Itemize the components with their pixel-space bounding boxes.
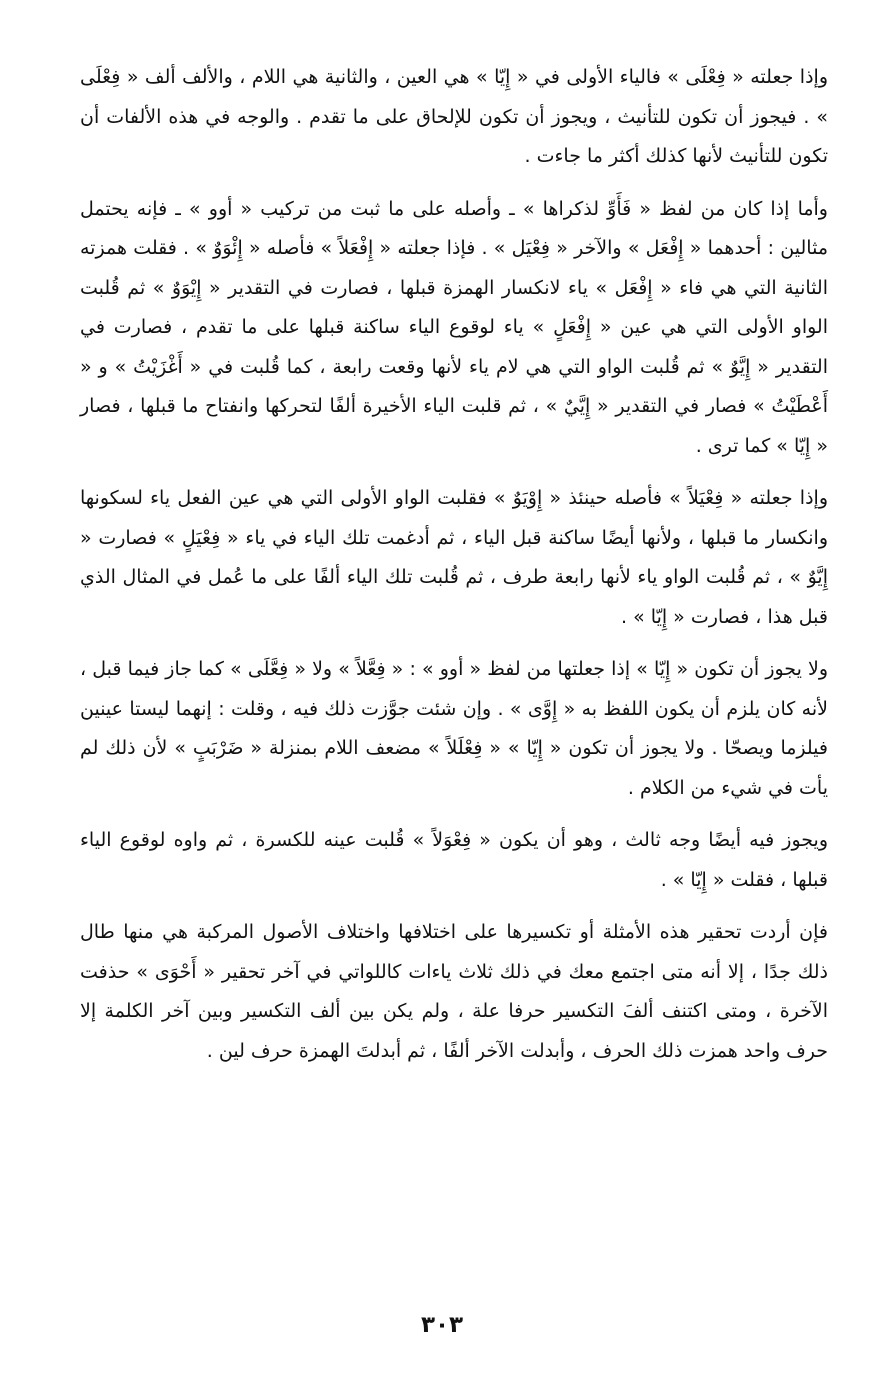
paragraph-1: وإذا جعلته « فِعْلَى » فالياء الأولى في « إِيّا » هي العين ، والثانية هي اللام ، والألف ألف « فِعْلَى » . فيجوز أن تكون للتأنيث ، ويجوز أن تكون للإلحاق على ما تقدم . والوجه في هذه الألفات أن تكون للتأنيث لأنها كذلك أكثر ما جاءت . — [80, 66, 828, 167]
page-body — [80, 58, 828, 1071]
paragraph-2: وأما إذا كان من لفظ « فَأَوِّ لذكراها » ـ وأصله على ما ثبت من تركيب « أوو » ـ فإنه يحتمل مثالين : أحدهما « إِفْعَل » والآخر « فِعْيَل » . فإذا جعلته « إِفْعَلاً » فأصله « إِئْوَوٌ » . فقلت همزته الثانية التي هي فاء « إِفْعَل » ياء لانكسار الهمزة قبلها ، فصارت في التقدير « إِيْوَوٌ » ثم قُلبت الواو الأولى التي هي عين « إِفْعَلٍ » ياء لوقوع الياء ساكنة قبلها على ما تقدم ، فصارت في التقدير « إِيَّوٌ » ثم قُلبت الواو التي هي لام ياء لأنها وقعت رابعة ، كما قُلبت في « أَغْزَيْتُ » و « أَعْطَيْتُ » فصار في التقدير « إِيَّيٌ » ، ثم قلبت الياء الأخيرة ألفًا لتحركها وانفتاح ما قبلها ، فصار « إِيّا » كما ترى . — [80, 197, 828, 457]
paragraph-5: ويجوز فيه أيضًا وجه ثالث ، وهو أن يكون « فِعْوَلاً » قُلبت عينه للكسرة ، ثم واوه لوقوع الياء قبلها ، فقلت « إِيّا » . — [80, 829, 828, 891]
paragraph-6: فإن أردت تحقير هذه الأمثلة أو تكسيرها على اختلافها واختلاف الأصول المركبة هي منها طال ذلك جدًا ، إلا أنه متى اجتمع معك في ذلك ثلاث ياءات كاللواتي في آخر تحقير « أَحْوَى » حذفت الآخرة ، ومتى اكتنف ألفَ التكسير حرفا علة ، ولم يكن بين ألف التكسير وبين آخر الكلمة إلا حرف واحد همزت ذلك الحرف ، وأبدلت الآخر ألفًا ، ثم أبدلتَ الهمزة حرف لين . — [80, 921, 828, 1062]
paragraph-3: وإذا جعلته « فِعْيَلاً » فأصله حينئذ « إِوْيَوٌ » فقلبت الواو الأولى التي هي عين الفعل ياء لسكونها وانكسار ما قبلها ، ولأنها أيضًا ساكنة قبل الياء ، ثم أدغمت تلك الياء في ياء « فِعْيَلٍ » فصارت « إِيَّوٌ » ، ثم قُلبت الواو ياء لأنها رابعة طرف ، ثم قُلبت تلك الياء ألفًا على ما عُمل في المثال الذي قبل هذا ، فصارت « إِيّا » . — [80, 487, 828, 628]
paragraph-4: ولا يجوز أن تكون « إِيّا » إذا جعلتها من لفظ « أوو » : « فِعَّلاً » ولا « فِعَّلَى » كما جاز فيما قبل ، لأنه كان يلزم أن يكون اللفظ به « إِوَّى » . وإن شئت جوَّزت ذلك فيه ، وقلت : إنهما ليستا عينين فيلزما ويصحّا . ولا يجوز أن تكون « إِيّا » « فِعْلَلاً » مضعف اللام بمنزلة « ضَرْبَبٍ » لأن ذلك لم يأت في شيء من الكلام . — [80, 658, 828, 799]
page-number: ٣٠٣ — [420, 1312, 464, 1338]
